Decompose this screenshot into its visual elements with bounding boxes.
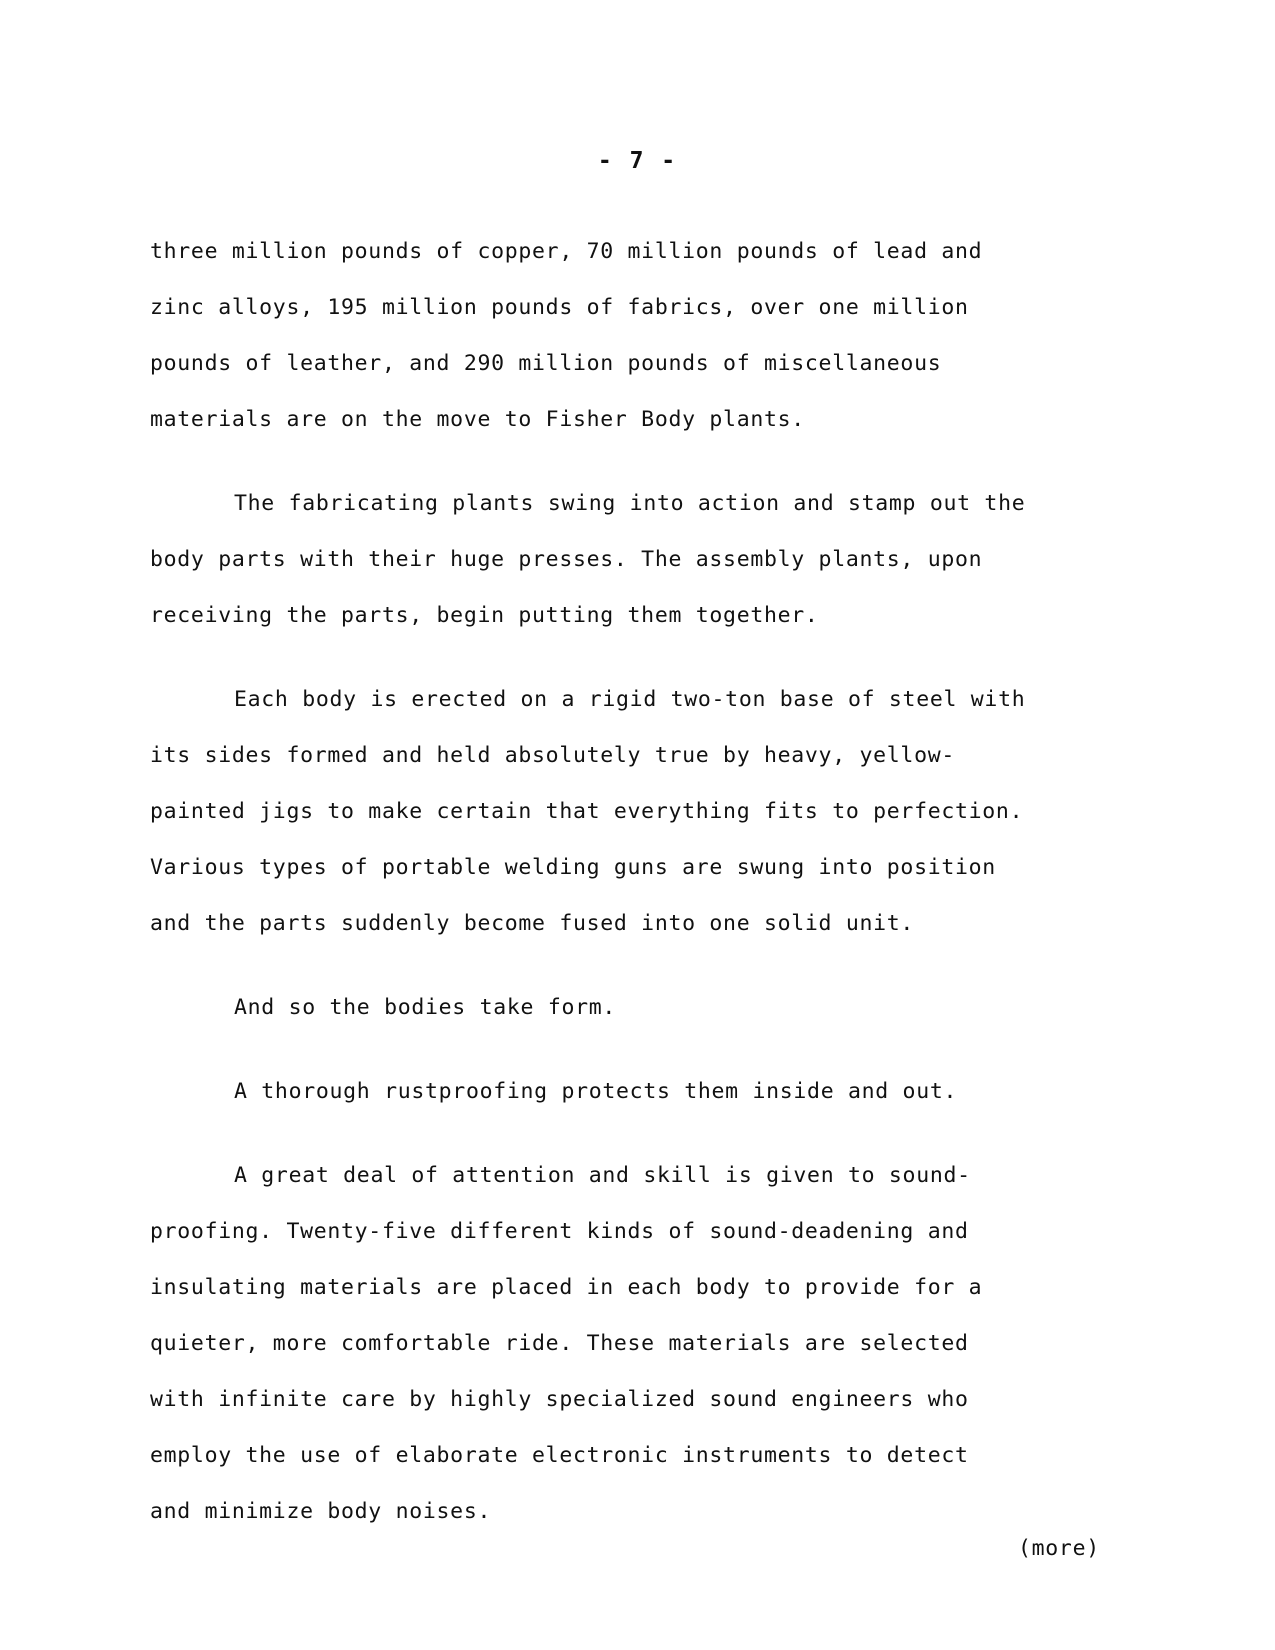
text-line: Various types of portable welding guns are swung into position [150, 855, 996, 880]
body-text [150, 224, 1110, 1540]
text-line: materials are on the move to Fisher Body plants. [150, 407, 805, 432]
paragraph-fabricating [150, 476, 1110, 644]
text-line: with infinite care by highly specialized sound engineers who [150, 1387, 969, 1412]
text-line: receiving the parts, begin putting them together. [150, 603, 819, 628]
text-line: employ the use of elaborate electronic instruments to detect [150, 1443, 969, 1468]
text-line: quieter, more comfortable ride. These materials are selected [150, 1331, 969, 1356]
paragraph-soundproofing [150, 1148, 1110, 1540]
paragraph-body-erection [150, 672, 1110, 952]
text-line: insulating materials are placed in each body to provide for a [150, 1275, 983, 1300]
text-line: pounds of leather, and 290 million pounds of miscellaneous [150, 351, 942, 376]
text-line: painted jigs to make certain that everything fits to perfection. [150, 799, 1024, 824]
text-line: and minimize body noises. [150, 1499, 492, 1524]
text-line: A thorough rustproofing protects them inside and out. [234, 1079, 958, 1104]
text-line: And so the bodies take form. [234, 995, 617, 1020]
text-line: and the parts suddenly become fused into one solid unit. [150, 911, 915, 936]
page-number: - 7 - [597, 148, 678, 174]
continuation-marker: (more) [1018, 1536, 1100, 1561]
text-line: body parts with their huge presses. The assembly plants, upon [150, 547, 983, 572]
text-line: A great deal of attention and skill is given to sound- [234, 1163, 971, 1188]
paragraph-rustproofing [150, 1064, 1110, 1120]
text-line: three million pounds of copper, 70 million pounds of lead and [150, 239, 983, 264]
text-line: proofing. Twenty-five different kinds of sound-deadening and [150, 1219, 969, 1244]
text-line: Each body is erected on a rigid two-ton base of steel with [234, 687, 1026, 712]
paragraph-materials [150, 224, 1110, 448]
text-line: zinc alloys, 195 million pounds of fabrics, over one million [150, 295, 969, 320]
text-line: its sides formed and held absolutely true by heavy, yellow- [150, 743, 956, 768]
paragraph-take-form [150, 980, 1110, 1036]
text-line: The fabricating plants swing into action and stamp out the [234, 491, 1026, 516]
